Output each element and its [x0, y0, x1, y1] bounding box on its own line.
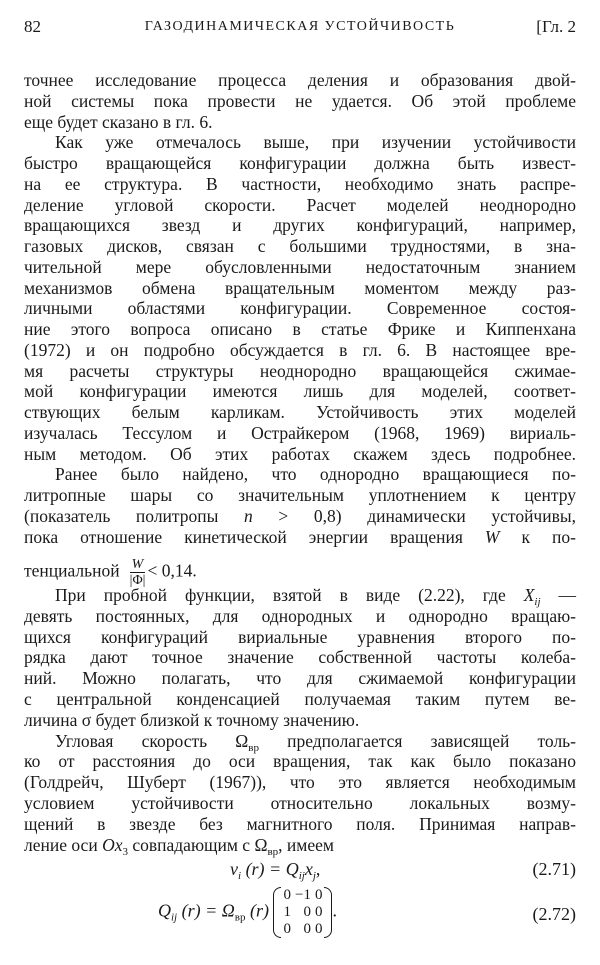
text-fragment: мой конфигурации имеются лишь для моделей, соответ-: [24, 381, 576, 402]
text-fragment: мя расчеты структуры неоднородно вращающейся сжимае-: [24, 360, 576, 381]
text-fragment: рядка дают точное значение собственной частоты колеба-: [24, 647, 576, 668]
text-fragment: ной системы пока провести не удается. Об этой проблеме: [24, 90, 576, 111]
text-fragment: еще будет сказано в гл. 6.: [24, 111, 213, 132]
text-line: [24, 257, 576, 277]
text-line: [24, 340, 576, 360]
eq-subscript: вр: [234, 911, 246, 924]
text-line: [24, 647, 576, 667]
text-line: [24, 668, 576, 688]
matrix-cell: 0: [283, 921, 291, 937]
text-fragment: —: [540, 585, 576, 605]
matrix-cell: 0: [314, 904, 323, 920]
text-line: [24, 174, 576, 194]
math-fragment: вр: [248, 741, 259, 754]
matrix-row: [281, 921, 324, 938]
eq-subscript: i: [238, 870, 242, 882]
text-fragment: деление угловой скорости. Расчет моделей неоднородно: [24, 194, 576, 215]
equation-number-2-72: (2.72): [532, 904, 576, 924]
text-line: [24, 689, 576, 709]
fraction: [130, 557, 146, 588]
text-fragment: предполагается зависящей толь-: [258, 730, 576, 751]
text-fragment: совпадающим с Ω: [127, 834, 268, 855]
fraction-suffix: < 0,14.: [147, 560, 197, 581]
text-line: [24, 730, 576, 754]
text-line: [24, 361, 576, 381]
text-line: [24, 814, 576, 834]
math-fragment: W: [484, 526, 500, 547]
text-line: [24, 236, 576, 256]
text-fragment: щихся конфигураций вириальные уравнения второго по-: [24, 626, 576, 647]
text-line: [24, 402, 576, 422]
text-fragment: личина σ будет близкой к точному значению.: [24, 709, 360, 730]
text-fragment: на ее структура. В частности, необходимо знать распре-: [24, 173, 576, 194]
chapter-label: [Гл. 2: [536, 17, 576, 36]
text-line: [24, 834, 576, 858]
text-fragment: с центральной конденсацией получаемая таким путем ве-: [24, 689, 576, 709]
math-fragment: n: [244, 505, 253, 526]
text-line: [24, 278, 576, 298]
text-line: [24, 485, 576, 505]
text-fragment: Как уже отмечалось выше, при изучении устойчивости: [55, 132, 576, 153]
equation-2-71: [230, 858, 320, 887]
text-fragment: механизмов обмена вращательным моментом между раз-: [24, 277, 576, 298]
fraction-denominator: |Φ|: [129, 573, 146, 588]
text-line: [24, 298, 576, 318]
text-line: [24, 215, 576, 235]
text-fragment: газовых дисков, связан с большими трудностями, в зна-: [24, 236, 576, 256]
eq-subscript: ij: [298, 870, 305, 882]
fraction-prefix: тенциальной: [24, 560, 120, 581]
text-fragment: литропные шары со значительным уплотнением к центру: [24, 485, 576, 505]
math-fragment: Ox: [102, 834, 123, 855]
text-line: [24, 527, 576, 547]
text-fragment: ние этого вопроса описано в статье Фрике и Киппенхана: [24, 319, 576, 339]
page-number: 82: [24, 17, 41, 36]
eq-punct: ,: [315, 859, 321, 879]
eq-symbol: x: [304, 859, 313, 879]
matrix-cell: 0: [283, 887, 291, 903]
eq-symbol: Q: [158, 900, 171, 921]
rotation-matrix: [273, 887, 332, 938]
text-line: [24, 70, 576, 90]
text-line: [24, 112, 576, 132]
matrix-cell: 1: [283, 904, 291, 920]
text-fragment: Угловая скорость Ω: [55, 730, 249, 751]
running-header: [24, 17, 576, 39]
eq-text: (r) = Ω: [177, 900, 235, 921]
text-line: [24, 627, 576, 647]
text-fragment: чительной мере обусловленными недостаточным знанием: [24, 256, 576, 277]
running-title: ГАЗОДИНАМИЧЕСКАЯ УСТОЙЧИВОСТЬ: [144, 19, 456, 34]
text-fragment: пока отношение кинетической энергии вращения: [24, 526, 485, 547]
eq-text: (r): [245, 900, 269, 921]
text-fragment: Ранее было найдено, что однородно вращающиеся по-: [55, 464, 576, 485]
text-line: [24, 423, 576, 443]
math-fragment: 3: [122, 845, 128, 858]
eq-text: (r) = Q: [241, 859, 299, 879]
matrix-row: [281, 887, 324, 904]
text-fragment: При пробной функции, взятой в виде (2.22), где: [55, 585, 524, 605]
text-line: [24, 153, 576, 173]
text-fragment: ствующих белым карликам. Устойчивость этих моделей: [24, 402, 576, 422]
text-fragment: девять постоянных, для однородных и однородно вращаю-: [24, 605, 576, 626]
eq-punct: .: [332, 900, 337, 921]
text-line: [24, 710, 576, 730]
text-fragment: ным методом. Об этих работах скажем здесь подробнее.: [24, 443, 576, 464]
equation-2-72: [158, 887, 337, 938]
math-fragment: X: [523, 585, 535, 605]
matrix-cell: 0: [303, 921, 311, 937]
text-fragment: ний. Можно полагать, что для сжимаемой конфигурации: [24, 668, 576, 689]
text-fragment: к по-: [499, 526, 576, 547]
eq-subscript: ij: [171, 911, 178, 924]
text-fragment: личными областями конфигурации. Современное состоя-: [24, 298, 576, 319]
fraction-line: [24, 557, 576, 588]
text-fragment: (показатель политропы: [24, 505, 245, 526]
text-line: [24, 772, 576, 792]
fraction-numerator: W: [130, 557, 146, 573]
text-line: [24, 506, 576, 526]
text-fragment: быстро вращающейся конфигурации должна быть извест-: [24, 153, 576, 173]
text-line: [24, 606, 576, 626]
text-fragment: щений в звезде без магнитного поля. Принимая направ-: [24, 813, 576, 834]
text-line: [24, 585, 576, 608]
math-fragment: ij: [534, 596, 541, 608]
text-line: [24, 381, 576, 401]
equation-number-2-71: (2.71): [532, 859, 576, 879]
text-fragment: (1972) и он подробно обсуждается в гл. 6. В настоящее вре-: [24, 339, 576, 360]
text-line: [24, 132, 576, 152]
math-fragment: вр: [267, 845, 279, 858]
eq-symbol: v: [230, 859, 238, 879]
text-line: [24, 319, 576, 339]
text-line: [24, 195, 576, 215]
text-fragment: (Голдрейч, Шуберт (1967)), что это является необходимым: [24, 772, 576, 793]
text-fragment: изучалась Тессулом и Острайкером (1968, 1969) вириаль-: [24, 422, 576, 443]
matrix-cell: 0: [314, 887, 323, 903]
text-line: [24, 464, 576, 484]
text-fragment: ление оси: [24, 834, 103, 855]
text-fragment: > 0,8) динамически устойчивы,: [252, 505, 576, 526]
text-line: [24, 91, 576, 111]
text-fragment: , имеем: [278, 834, 334, 855]
matrix-cell: 0: [314, 921, 323, 937]
matrix-cell: 0: [303, 904, 311, 920]
text-fragment: ко от расстояния до оси вращения, так как было показано: [24, 751, 576, 772]
eq-subscript: j: [312, 870, 316, 882]
text-line: [24, 793, 576, 813]
matrix-cell: −1: [294, 887, 311, 903]
text-line: [24, 751, 576, 771]
matrix-row: [281, 904, 324, 921]
text-fragment: точнее исследование процесса деления и образования двой-: [24, 70, 576, 90]
text-line: [24, 444, 576, 464]
text-fragment: условием устойчивости относительно локальных возму-: [24, 793, 576, 813]
text-fragment: вращающихся звезд и других конфигураций, например,: [24, 215, 576, 236]
